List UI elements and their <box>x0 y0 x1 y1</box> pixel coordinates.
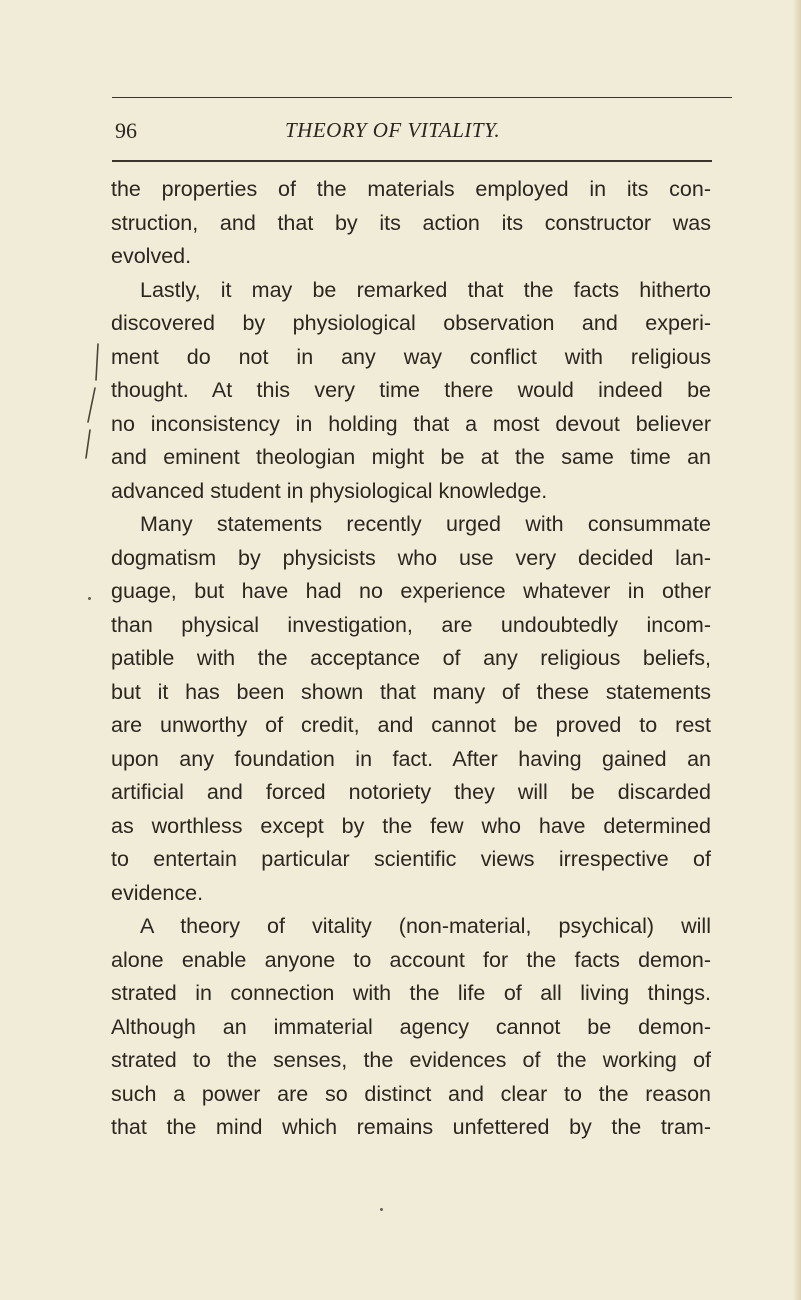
text-line: such a power are so distinct and clear to the reason <box>111 1081 711 1106</box>
text-line: that the mind which remains unfettered by the tram- <box>111 1115 711 1139</box>
text-line: evolved. <box>111 244 192 268</box>
text-line: are unworthy of credit, and cannot be proved to rest <box>111 713 711 737</box>
header-underline <box>112 160 712 162</box>
text-line: advanced student in physiological knowledge. <box>111 478 548 503</box>
text-line: A theory of vitality (non-material, psychical) will <box>140 914 711 938</box>
text-line: strated in connection with the life of all living things. <box>111 981 711 1005</box>
text-line: Although an immaterial agency cannot be demon- <box>111 1014 711 1039</box>
text-line: dogmatism by physicists who use very decided lan- <box>111 545 711 570</box>
text-line: patible with the acceptance of any religious beliefs, <box>111 646 711 670</box>
running-title: THEORY OF VITALITY. <box>285 118 501 142</box>
text-line: as worthless except by the few who have determined <box>111 813 711 838</box>
text-line: alone enable anyone to account for the facts demon- <box>111 947 711 972</box>
text-line: no inconsistency in holding that a most devout believer <box>111 411 711 436</box>
text-line: evidence. <box>111 880 204 905</box>
text-line: guage, but have had no experience whatever in other <box>111 579 711 603</box>
body-text <box>111 173 711 1145</box>
text-line: Lastly, it may be remarked that the facts hitherto <box>140 277 711 302</box>
pencil-margin-mark <box>84 340 106 460</box>
text-line: thought. At this very time there would indeed be <box>111 378 711 402</box>
page-number: 96 <box>115 118 137 143</box>
page-edge-shadow <box>793 0 801 1300</box>
text-line: strated to the senses, the evidences of the working of <box>111 1048 711 1072</box>
paper-speck <box>88 597 91 600</box>
paper-speck <box>380 1208 383 1211</box>
text-line: to entertain particular scientific views irrespective of <box>111 847 711 871</box>
top-rule <box>112 97 732 98</box>
text-line: than physical investigation, are undoubtedly incom- <box>111 612 711 637</box>
text-line: artificial and forced notoriety they will be discarded <box>111 780 711 804</box>
text-line: discovered by physiological observation and experi- <box>111 311 711 335</box>
page-header <box>115 118 735 148</box>
text-line: but it has been shown that many of these statements <box>111 679 711 704</box>
text-line: Many statements recently urged with consummate <box>140 512 711 536</box>
text-line: and eminent theologian might be at the same time an <box>111 445 711 469</box>
text-line: ment do not in any way conflict with religious <box>111 344 711 369</box>
text-line: struction, and that by its action its constructor was <box>111 210 711 235</box>
text-line: upon any foundation in fact. After having gained an <box>111 746 711 771</box>
text-line: the properties of the materials employed in its con- <box>111 177 711 201</box>
